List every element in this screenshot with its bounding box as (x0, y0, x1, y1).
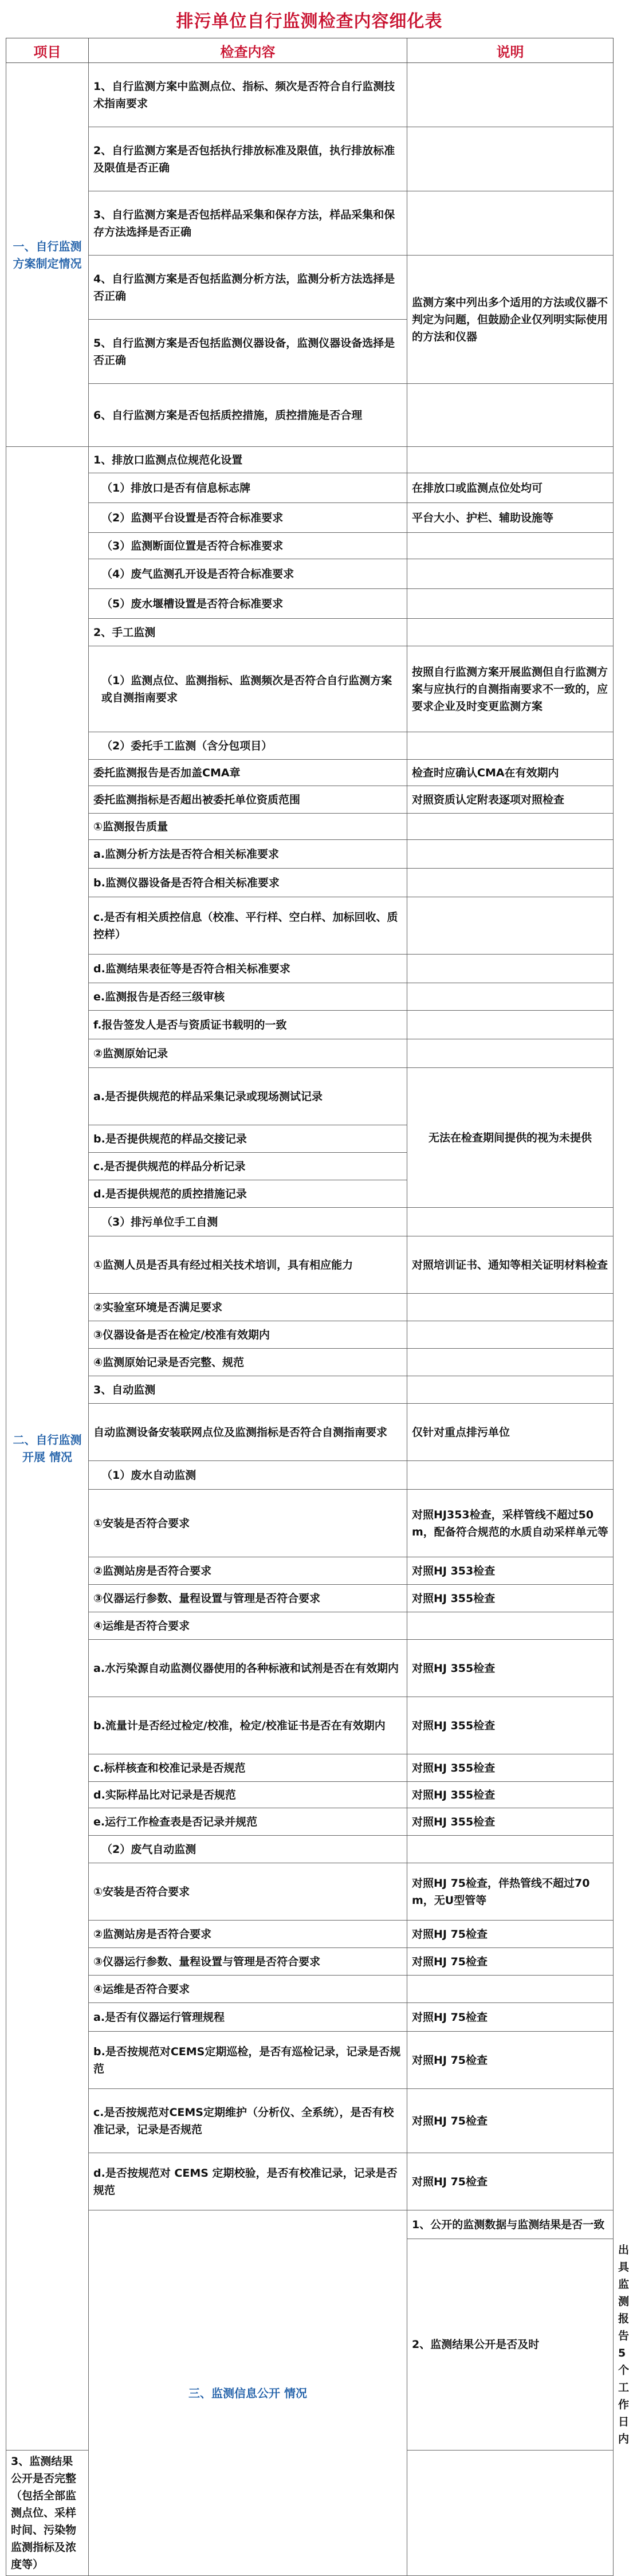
section-label-conduct: 二、自行监测开展 情况 (6, 447, 89, 2451)
check-item: 3、监测结果公开是否完整（包括全部监测点位、采样时间、污染物监测指标及浓度等） (6, 2451, 89, 2576)
note-cell (407, 1836, 614, 1863)
table-row (6, 1404, 614, 1461)
section-label-disclosure: 三、监测信息公开 情况 (89, 2210, 407, 2576)
check-item: b.是否提供规范的样品交接记录 (89, 1125, 407, 1153)
check-item: 4、自行监测方案是否包括监测分析方法，监测分析方法选择是否正确 (89, 256, 407, 320)
note-cell: 对照HJ 75检查 (407, 2153, 614, 2210)
note-cell (407, 191, 614, 256)
document-title: 排污单位自行监测检查内容细化表 (176, 11, 443, 32)
table-row (6, 1294, 614, 1321)
check-item: （1）废水自动监测 (89, 1461, 407, 1490)
table-row (6, 1921, 614, 1948)
check-item: d.是否提供规范的质控措施记录 (89, 1180, 407, 1208)
table-row (6, 1236, 614, 1294)
check-item: 2、自行监测方案是否包括执行排放标准及限值，执行排放标准及限值是否正确 (89, 127, 407, 191)
check-item: 3、自动监测 (89, 1376, 407, 1404)
header-row (6, 38, 614, 63)
table-row (6, 1557, 614, 1585)
note-cell (407, 955, 614, 983)
table-row (6, 646, 614, 732)
check-item: c.是否提供规范的样品分析记录 (89, 1153, 407, 1180)
note-cell: 监测方案中列出多个适用的方法或仪器不判定为问题，但鼓励企业仅列明实际使用的方法和仪器 (407, 256, 614, 384)
table-row (6, 760, 614, 786)
check-item: ②监测站房是否符合要求 (89, 1557, 407, 1585)
check-item: ①安装是否符合要求 (89, 1863, 407, 1921)
table-row (6, 2153, 614, 2210)
table-row (6, 473, 614, 503)
check-item: （5）废水堰槽设置是否符合标准要求 (89, 589, 407, 619)
note-cell: 仅针对重点排污单位 (407, 1404, 614, 1461)
note-cell (407, 619, 614, 646)
check-item: e.运行工作检查表是否记录并规范 (89, 1808, 407, 1836)
note-cell (407, 1011, 614, 1039)
table-row (6, 2032, 614, 2089)
check-item: b.监测仪器设备是否符合相关标准要求 (89, 869, 407, 897)
check-item: 1、排放口监测点位规范化设置 (89, 447, 407, 473)
check-item: 1、自行监测方案中监测点位、指标、频次是否符合自行监测技术指南要求 (89, 63, 407, 127)
check-item: c.是否有相关质控信息（校准、平行样、空白样、加标回收、质控样） (89, 897, 407, 955)
note-cell: 在排放口或监测点位处均可 (407, 473, 614, 503)
table-row (6, 2210, 614, 2239)
check-item: 3、自行监测方案是否包括样品采集和保存方法，样品采集和保存方法选择是否正确 (89, 191, 407, 256)
check-item: b.流量计是否经过检定/校准，检定/校准证书是否在有效期内 (89, 1697, 407, 1754)
note-cell: 对照培训证书、通知等相关证明材料检查 (407, 1236, 614, 1294)
table-row (6, 63, 614, 127)
table-row (6, 589, 614, 619)
note-cell (407, 840, 614, 869)
check-item: c.是否按规范对CEMS定期维护（分析仪、全系统），是否有校准记录，记录是否规范 (89, 2089, 407, 2153)
check-item: e.监测报告是否经三级审核 (89, 983, 407, 1011)
note-cell: 对照HJ 355检查 (407, 1782, 614, 1808)
note-cell: 对照HJ353检查，采样管线不超过50m，配备符合规范的水质自动采样单元等 (407, 1490, 614, 1557)
check-item: ④运维是否符合要求 (89, 1976, 407, 2003)
table-row (6, 840, 614, 869)
check-item: ②实验室环境是否满足要求 (89, 1294, 407, 1321)
table-row (6, 1490, 614, 1557)
table-row (6, 1039, 614, 1068)
note-cell: 检查时应确认CMA在有效期内 (407, 760, 614, 786)
check-item: ④监测原始记录是否完整、规范 (89, 1349, 407, 1376)
check-item: ①监测报告质量 (89, 814, 407, 840)
check-item: （3）排污单位手工自测 (89, 1208, 407, 1236)
table-row (6, 559, 614, 589)
check-item: ③仪器运行参数、量程设置与管理是否符合要求 (89, 1585, 407, 1612)
note-cell: 按照自行监测方案开展监测但自行监测方案与应执行的自测指南要求不一致的，应要求企业及时变更监测方案 (407, 646, 614, 732)
check-item: （2）监测平台设置是否符合标准要求 (89, 503, 407, 533)
check-item: （2）委托手工监测（含分包项目） (89, 732, 407, 760)
note-cell: 对照资质认定附表逐项对照检查 (407, 786, 614, 814)
note-cell: 对照HJ 355检查 (407, 1585, 614, 1612)
table-row (6, 1863, 614, 1921)
note-cell (407, 447, 614, 473)
table-row (6, 1976, 614, 2003)
note-cell (407, 127, 614, 191)
table-row (6, 897, 614, 955)
note-cell: 无法在检查期间提供的视为未提供 (407, 1068, 614, 1208)
check-item: （1）监测点位、监测指标、监测频次是否符合自行监测方案或自测指南要求 (89, 646, 407, 732)
check-item: d.是否按规范对 CEMS 定期校验，是否有校准记录，记录是否规范 (89, 2153, 407, 2210)
note-cell: 对照HJ 75检查 (407, 2003, 614, 2032)
check-item: f.报告签发人是否与资质证书载明的一致 (89, 1011, 407, 1039)
check-item: （3）监测断面位置是否符合标准要求 (89, 533, 407, 559)
header-note: 说明 (407, 38, 614, 63)
note-cell: 对照HJ 355检查 (407, 1640, 614, 1697)
check-item: c.标样核查和校准记录是否规范 (89, 1754, 407, 1782)
note-cell (407, 897, 614, 955)
check-item: d.实际样品比对记录是否规范 (89, 1782, 407, 1808)
note-cell (407, 732, 614, 760)
note-cell: 对照HJ 75检查 (407, 2089, 614, 2153)
check-item: 委托监测指标是否超出被委托单位资质范围 (89, 786, 407, 814)
check-item: a.监测分析方法是否符合相关标准要求 (89, 840, 407, 869)
table-row (6, 1011, 614, 1039)
note-cell: 对照HJ 355检查 (407, 1808, 614, 1836)
table-row (6, 1461, 614, 1490)
table-row (6, 869, 614, 897)
note-cell: 对照HJ 353检查 (407, 1557, 614, 1585)
check-item: ②监测站房是否符合要求 (89, 1921, 407, 1948)
inspection-table (6, 38, 629, 2576)
table-row (6, 955, 614, 983)
note-cell (407, 589, 614, 619)
check-item: a.水污染源自动监测仪器使用的各种标液和试剂是否在有效期内 (89, 1640, 407, 1697)
check-item: （4）废气监测孔开设是否符合标准要求 (89, 559, 407, 589)
note-cell (407, 559, 614, 589)
check-item: b.是否按规范对CEMS定期巡检，是否有巡检记录，记录是否规范 (89, 2032, 407, 2089)
check-item: 1、公开的监测数据与监测结果是否一致 (407, 2210, 614, 2239)
table-row (6, 1208, 614, 1236)
note-cell: 对照HJ 75检查 (407, 2032, 614, 2089)
table-row (6, 191, 614, 256)
check-item: （1）排放口是否有信息标志牌 (89, 473, 407, 503)
note-cell (407, 1208, 614, 1236)
note-cell (407, 1376, 614, 1404)
table-row (6, 2003, 614, 2032)
note-cell: 对照HJ 355检查 (407, 1697, 614, 1754)
check-item: ①监测人员是否具有经过相关技术培训，具有相应能力 (89, 1236, 407, 1294)
table-row (6, 1376, 614, 1404)
table-row (6, 786, 614, 814)
table-row (6, 1321, 614, 1349)
table-row (6, 1068, 614, 1125)
note-cell (407, 1321, 614, 1349)
note-cell (407, 1612, 614, 1640)
table-row (6, 1585, 614, 1612)
check-item: ④运维是否符合要求 (89, 1612, 407, 1640)
section-label-plan: 一、自行监测方案制定情况 (6, 63, 89, 447)
note-cell (407, 63, 614, 127)
table-row (6, 1836, 614, 1863)
header-item: 项目 (6, 38, 89, 63)
check-item: 自动监测设备安装联网点位及监测指标是否符合自测指南要求 (89, 1404, 407, 1461)
table-row (6, 447, 614, 473)
document-sheet (6, 6, 629, 2576)
note-cell (407, 384, 614, 447)
note-cell: 对照HJ 75检查 (407, 1948, 614, 1976)
table-row (6, 1349, 614, 1376)
check-item: 5、自行监测方案是否包括监测仪器设备，监测仪器设备选择是否正确 (89, 320, 407, 384)
table-row (6, 1697, 614, 1754)
table-row (6, 2089, 614, 2153)
table-row (6, 1808, 614, 1836)
check-item: ①安装是否符合要求 (89, 1490, 407, 1557)
table-row (6, 1782, 614, 1808)
note-cell: 对照HJ 75检查 (407, 1921, 614, 1948)
table-row (6, 1612, 614, 1640)
table-row (6, 1640, 614, 1697)
table-row (6, 503, 614, 533)
table-row (6, 384, 614, 447)
check-item: （2）废气自动监测 (89, 1836, 407, 1863)
table-row (6, 127, 614, 191)
check-item: 2、手工监测 (89, 619, 407, 646)
note-cell (407, 869, 614, 897)
table-row (6, 814, 614, 840)
note-cell (407, 2451, 614, 2576)
note-cell (407, 983, 614, 1011)
table-row (6, 732, 614, 760)
check-item: d.监测结果表征等是否符合相关标准要求 (89, 955, 407, 983)
note-cell (407, 1349, 614, 1376)
note-cell (407, 533, 614, 559)
note-cell (407, 1039, 614, 1068)
note-cell (407, 1976, 614, 2003)
header-content: 检查内容 (89, 38, 407, 63)
check-item: 委托监测报告是否加盖CMA章 (89, 760, 407, 786)
table-row (6, 1754, 614, 1782)
check-item: a.是否有仪器运行管理规程 (89, 2003, 407, 2032)
table-row: 2、监测结果公开是否及时 出具监测报告5个工作日内 (6, 2239, 614, 2451)
check-item: ②监测原始记录 (89, 1039, 407, 1068)
check-item: ③仪器设备是否在检定/校准有效期内 (89, 1321, 407, 1349)
note-cell (407, 814, 614, 840)
note-cell: 平台大小、护栏、辅助设施等 (407, 503, 614, 533)
table-row (6, 533, 614, 559)
note-cell (407, 1294, 614, 1321)
check-item: 2、监测结果公开是否及时 (407, 2239, 614, 2451)
check-item: 6、自行监测方案是否包括质控措施，质控措施是否合理 (89, 384, 407, 447)
note-cell: 对照HJ 75检查，伴热管线不超过70m，无U型管等 (407, 1863, 614, 1921)
table-row (6, 983, 614, 1011)
check-item: a.是否提供规范的样品采集记录或现场测试记录 (89, 1068, 407, 1125)
check-item: ③仪器运行参数、量程设置与管理是否符合要求 (89, 1948, 407, 1976)
table-row (6, 619, 614, 646)
table-row (6, 256, 614, 320)
table-row (6, 1948, 614, 1976)
note-cell: 对照HJ 355检查 (407, 1754, 614, 1782)
note-cell (407, 1461, 614, 1490)
